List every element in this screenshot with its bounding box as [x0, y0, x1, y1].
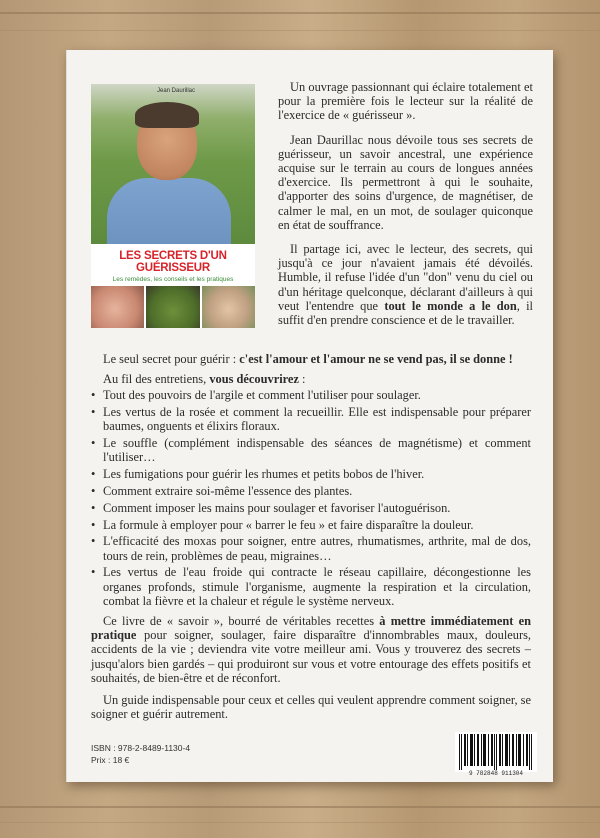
cover-photo	[91, 84, 255, 244]
thumbnail-title: LES SECRETS D'UN GUÉRISSEUR	[119, 250, 227, 274]
intro-paragraph: Un ouvrage passionnant qui éclaire totalement et pour la première fois le lecteur sur la réalité de l'exercice de « guérisseur ».	[278, 80, 533, 123]
wood-grain	[0, 30, 600, 31]
thumbnail-photo-hands	[91, 286, 144, 328]
barcode	[455, 732, 537, 772]
barcode-number: 9 782848 911304	[468, 770, 523, 777]
list-item: • Comment imposer les mains pour soulager et favoriser l'autoguérison.	[91, 501, 531, 515]
book-back-cover	[66, 50, 553, 782]
right-column-text	[278, 80, 533, 337]
isbn-price-block	[91, 742, 190, 766]
bold-phrase: à mettre immédiatement en pratique	[91, 614, 531, 643]
list-item: • Le souffle (complément indispensable des séances de magnétisme) et comment l'utiliser…	[91, 436, 531, 464]
barcode-bars	[455, 732, 537, 770]
list-item: • Tout des pouvoirs de l'argile et comment l'utiliser pour soulager.	[91, 388, 531, 402]
thumbnail-photo-plants	[146, 286, 199, 328]
secrets-paragraph: Il partage ici, avec le lecteur, des secrets, qui jusqu'à ce jour n'avaient jamais été dévoilés. Humble, il refuse l'idée d'un "don" venu du ciel ou d'un héritage quelconque, déclarant d'ailleurs à qui veut l'entendre que tout le monde a le don, il suffit d'en prendre conscience et de le travailler.	[278, 242, 533, 328]
table-plank-seam	[0, 12, 600, 14]
closing-paragraph: Ce livre de « savoir », bourré de véritables recettes à mettre immédiatement en pratique pour soigner, soulager, faire disparaître d'innombrables maux, douleurs, accidents de la vie ; deviendra vite votre meilleur ami. Vous y trouverez des secrets – jusqu'alors bien gardés – qui produiront sur vous et votre entourage des effets positifs et souhaités, de bien-être et de réconfort.	[91, 614, 531, 685]
thumbnail-author: Jean Daurillac	[157, 88, 196, 94]
price-text: Prix : 18 €	[91, 755, 130, 765]
thumbnail-photo-portrait	[202, 286, 255, 328]
bold-phrase: tout le monde a le don	[384, 298, 517, 313]
wood-grain	[0, 822, 600, 823]
discover-list	[91, 388, 531, 608]
thumbnail-subtitle: Les remèdes, les conseils et les pratiques	[112, 276, 234, 283]
author-shirt	[107, 178, 231, 248]
full-width-text	[91, 352, 531, 721]
bold-phrase: vous découvrirez	[209, 372, 299, 387]
discover-intro: Au fil des entretiens, vous découvrirez :	[103, 372, 306, 387]
author-paragraph: Jean Daurillac nous dévoile tous ses secrets de guérisseur, un savoir ancestral, une expérience acquise sur le terrain au cours de longues années d'exercice. Ils permettront à qui le souhaite, d'apporter des soins d'urgence, de magnétiser, de calmer le mal, en un mot, de soulager quiconque en état de souffrance.	[278, 132, 533, 232]
isbn-text: ISBN : 978-2-8489-1130-4	[91, 743, 191, 753]
secret-paragraph: Le seul secret pour guérir : c'est l'amour et l'amour ne se vend pas, il se donne !	[103, 352, 513, 366]
front-cover-thumbnail	[91, 84, 255, 328]
guide-paragraph: Un guide indispensable pour ceux et celles qui veulent apprendre comment soigner, se soigner et guérir autrement.	[91, 693, 531, 722]
list-item: • La formule à employer pour « barrer le feu » et faire disparaître la douleur.	[91, 518, 531, 532]
list-item: • Comment extraire soi-même l'essence des plantes.	[91, 484, 531, 498]
list-item: • Les vertus de l'eau froide qui contracte le réseau capillaire, décongestionne les organes profonds, stimule l'organisme, augmente la respiration et la circulation, combat la fièvre et la chaleur et régule le système nerveux.	[91, 565, 531, 608]
thumbnail-title-band	[91, 244, 255, 286]
list-item: • Les fumigations pour guérir les rhumes et petits bobos de l'hiver.	[91, 467, 531, 481]
list-item: • Les vertus de la rosée et comment la recueillir. Elle est indispensable pour préparer baumes, onguents et élixirs floraux.	[91, 405, 531, 433]
author-hair	[135, 102, 199, 128]
table-plank-seam	[0, 806, 600, 808]
list-item: • L'efficacité des moxas pour soigner, entre autres, rhumatismes, arthrite, mal de dos, tours de rein, problèmes de peau, migraines…	[91, 534, 531, 562]
thumbnail-photo-strip	[91, 286, 255, 328]
bold-phrase: c'est l'amour et l'amour ne se vend pas, il se donne !	[239, 352, 513, 366]
